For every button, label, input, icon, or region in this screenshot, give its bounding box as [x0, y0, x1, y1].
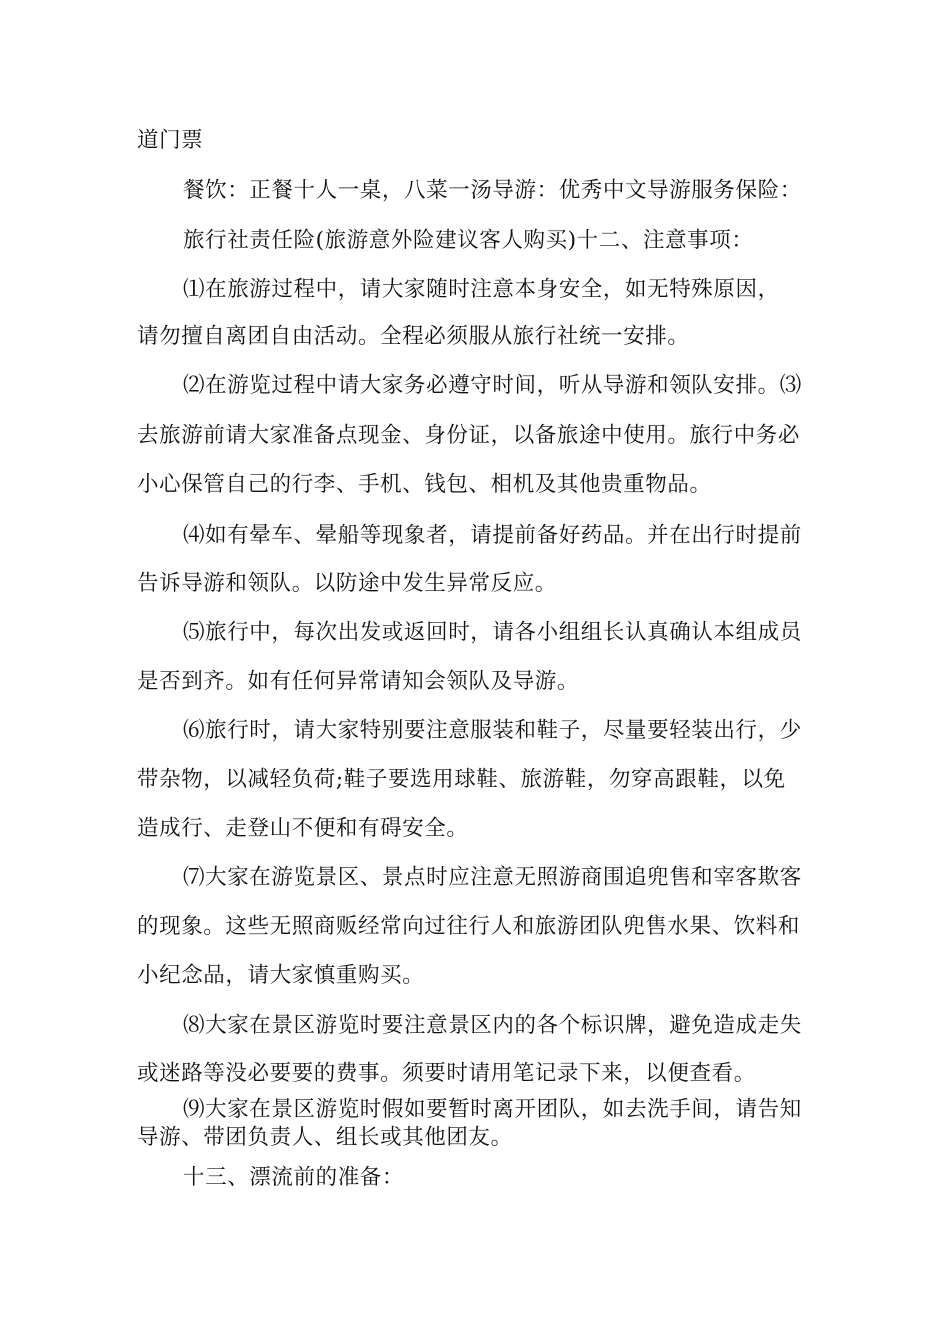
text-line: ⑷如有晕车、晕船等现象者，请提前备好药品。并在出行时提前 [183, 523, 802, 548]
text-line: 小纪念品，请大家慎重购买。 [137, 963, 425, 988]
text-line: 是否到齐。如有任何异常请知会领队及导游。 [137, 669, 580, 694]
text-line: ⑵在游览过程中请大家务必遵守时间，听从导游和领队安排。⑶ [183, 373, 802, 398]
text-line: 造成行、走登山不便和有碍安全。 [137, 816, 469, 841]
text-line: ⑻大家在景区游览时要注意景区内的各个标识牌，避免造成走失 [183, 1013, 802, 1038]
text-line: 去旅游前请大家准备点现金、身份证，以备旅途中使用。旅行中务必 [137, 423, 801, 448]
text-line: 带杂物，以减轻负荷;鞋子要选用球鞋、旅游鞋，勿穿高跟鞋，以免 [137, 767, 786, 792]
text-line: 小心保管自己的行李、手机、钱包、相机及其他贵重物品。 [137, 472, 712, 497]
text-line: 餐饮：正餐十人一桌，八菜一汤导游：优秀中文导游服务保险： [183, 178, 802, 203]
text-line: 的现象。这些无照商贩经常向过往行人和旅游团队兜售水果、饮料和 [137, 914, 801, 939]
text-line: 道门票 [137, 128, 204, 153]
text-line: 旅行社责任险(旅游意外险建议客人购买)十二、注意事项： [183, 228, 754, 253]
text-line: 告诉导游和领队。以防途中发生异常反应。 [137, 571, 557, 596]
text-line: 请勿擅自离团自由活动。全程必须服从旅行社统一安排。 [137, 324, 690, 349]
text-line: 或迷路等没必要要的费事。须要时请用笔记录下来，以便查看。 [137, 1061, 756, 1086]
text-line: ⑹旅行时，请大家特别要注意服装和鞋子，尽量要轻装出行，少 [183, 718, 802, 743]
text-line: 十三、漂流前的准备： [183, 1165, 405, 1190]
text-line: 导游、带团负责人、组长或其他团友。 [137, 1125, 513, 1150]
text-line: ⑴在旅游过程中，请大家随时注意本身安全，如无特殊原因， [183, 277, 780, 302]
text-line: ⑺大家在游览景区、景点时应注意无照游商围追兜售和宰客欺客 [183, 865, 802, 890]
text-line: ⑸旅行中，每次出发或返回时，请各小组组长认真确认本组成员 [183, 620, 802, 645]
text-line: ⑼大家在景区游览时假如要暂时离开团队，如去洗手间，请告知 [183, 1097, 802, 1122]
